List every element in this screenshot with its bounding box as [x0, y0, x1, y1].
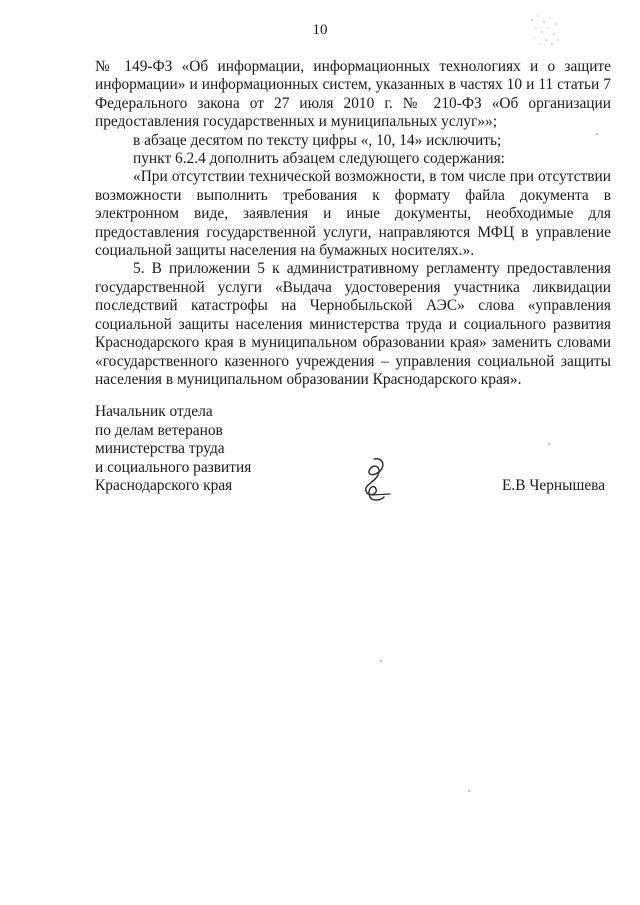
signer-title-line: министерства труда	[95, 440, 225, 458]
scan-speck	[596, 133, 598, 135]
paragraph-item-5: 5. В приложении 5 к административному регламенту предоставления государственной услуги «Выдача удостоверения участника ликвидации последствий катастрофы на Чернобыльской АЭС» слова «управления социальной защиты населения министерства труда и социального развития Краснодарского края в муниципальном образовании края» заменить словами «государственного казенного учреждения – управления социальной защиты населения в муниципальном образовании Краснодарского края».	[95, 260, 611, 388]
scan-speck	[380, 660, 382, 662]
signer-title-block	[95, 403, 251, 496]
paragraph-quote: «При отсутствии технической возможности, в том числе при отсутствии возможности выполнить требования к формату файла документа в электронном виде, заявления и иные документы, необходимые для предоставления государственной услуги, направляются МФЦ в управление социальной защиты населения на бумажных носителях.».	[95, 168, 611, 260]
document-body	[95, 58, 611, 389]
handwritten-signature-icon	[352, 455, 402, 505]
signer-title-line: по делам ветеранов	[95, 421, 223, 439]
scan-speck	[548, 443, 550, 445]
signer-title-line: Краснодарского края	[95, 477, 233, 495]
page-number: 10	[312, 22, 328, 38]
scan-speck	[468, 790, 470, 792]
paragraph-punkt-624: пункт 6.2.4 дополнить абзацем следующего содержания:	[133, 150, 505, 168]
signer-title-line: Начальник отдела	[95, 403, 213, 420]
signer-title-line: и социального развития	[95, 458, 252, 476]
paragraph-continuation: № 149-ФЗ «Об информации, информационных технологиях и о защите информации» и информационных систем, указанных в частях 10 и 11 статьи 7 Федерального закона от 27 июля 2010 г. № 210-ФЗ «Об организации предоставления государственных и муниципальных услуг»»;	[95, 58, 611, 131]
paragraph-abzac-ten: в абзаце десятом по тексту цифры «, 10, 14» исключить;	[133, 131, 502, 149]
faint-stamp-icon	[524, 10, 564, 50]
signer-name: Е.В Чернышева	[502, 477, 606, 494]
